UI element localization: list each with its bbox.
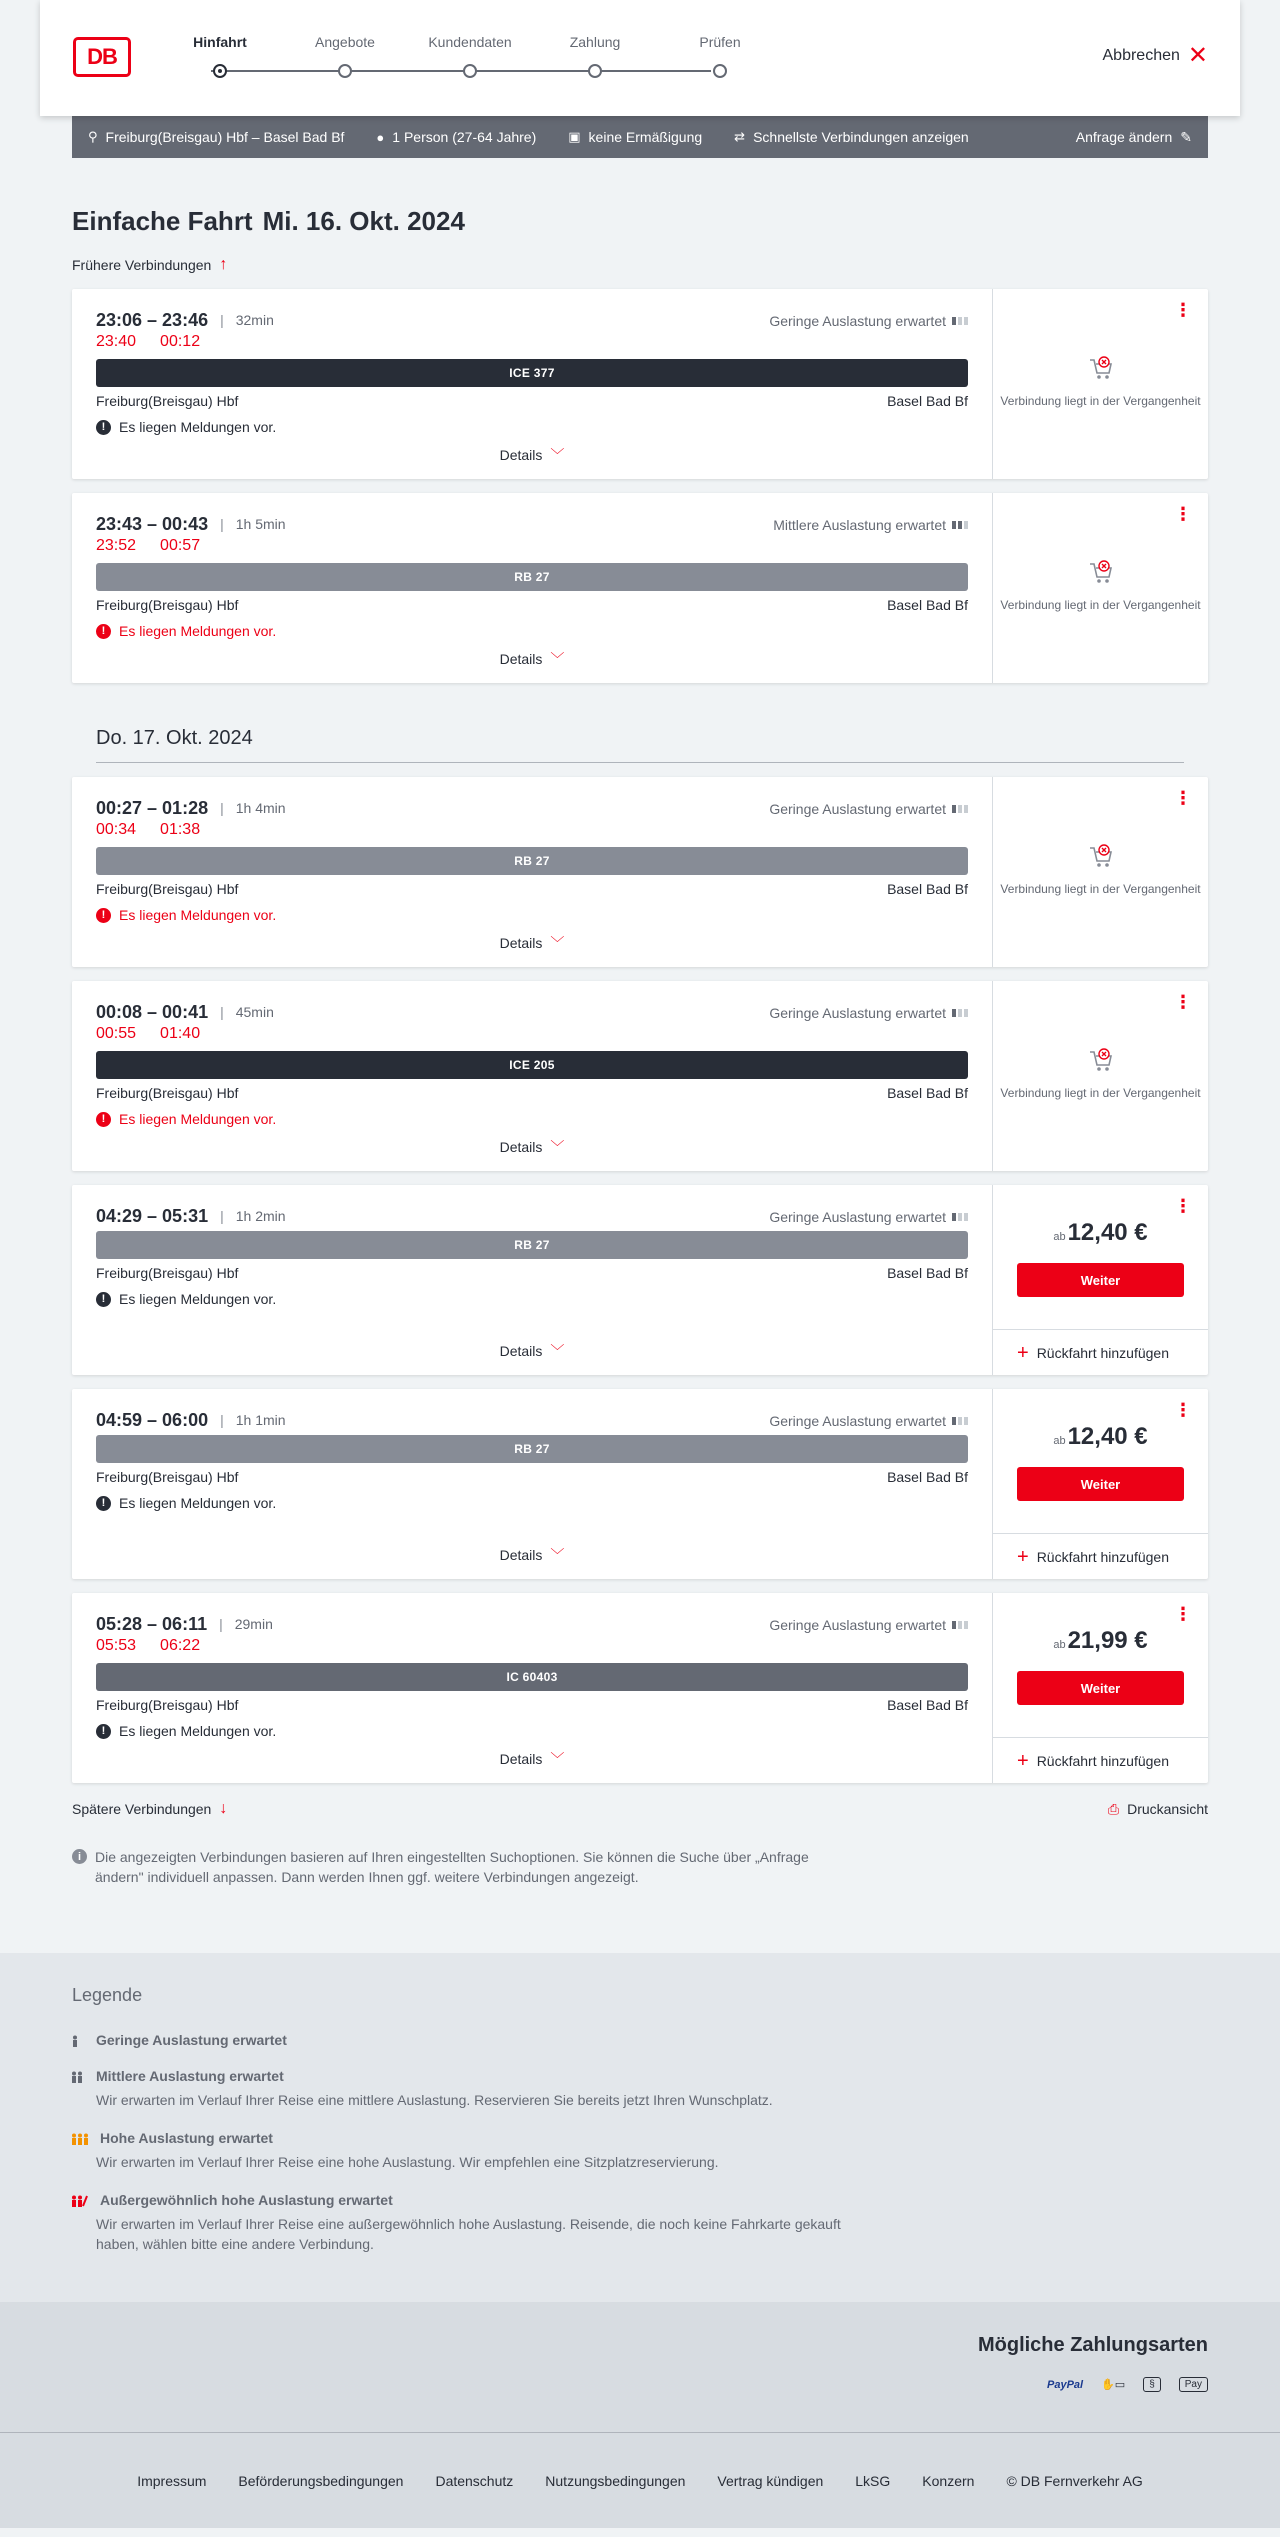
realtime-arrival: 01:38 <box>160 821 201 838</box>
past-connection-text: Verbindung liegt in der Vergangenheit <box>1000 598 1201 612</box>
change-query-label: Anfrage ändern <box>1075 129 1173 145</box>
connection-details <box>72 289 993 479</box>
query-fastest[interactable] <box>734 129 969 145</box>
cart-disabled-icon <box>1086 353 1116 383</box>
origin-station: Freiburg(Breisgau) Hbf <box>96 1697 239 1713</box>
alert-icon: ! <box>96 1496 111 1511</box>
step-dot <box>588 64 602 78</box>
more-options-icon[interactable]: ⋮ <box>1174 1400 1192 1420</box>
more-options-icon[interactable]: ⋮ <box>1174 788 1192 808</box>
earlier-label: Frühere Verbindungen <box>72 257 212 273</box>
step-dot <box>463 64 477 78</box>
occupancy-icon <box>952 1009 968 1017</box>
notice-message <box>96 417 968 437</box>
trip-type: Einfache Fahrt <box>72 206 253 236</box>
connection-duration: 32min <box>235 312 274 328</box>
footer-link-impressum[interactable]: Impressum <box>137 2472 207 2489</box>
query-persons[interactable] <box>376 129 536 145</box>
past-connection-text: Verbindung liegt in der Vergangenheit <box>1000 882 1201 896</box>
connection-card <box>72 289 1208 479</box>
train-name: RB 27 <box>514 1238 550 1252</box>
low-occupancy-icon <box>72 2034 84 2046</box>
more-options-icon[interactable]: ⋮ <box>1174 300 1192 320</box>
occupancy-icon <box>952 317 968 325</box>
origin-station: Freiburg(Breisgau) Hbf <box>96 393 239 409</box>
offer-panel <box>993 981 1208 1171</box>
offer-panel <box>993 1185 1208 1375</box>
connection-details <box>72 1389 993 1579</box>
notice-text: Es liegen Meldungen vor. <box>119 1495 277 1511</box>
occupancy-icon <box>952 1417 968 1425</box>
connection-card <box>72 1185 1208 1375</box>
arrow-down-icon: ↓ <box>219 1800 228 1817</box>
more-options-icon[interactable]: ⋮ <box>1174 992 1192 1012</box>
more-options-icon[interactable]: ⋮ <box>1174 504 1192 524</box>
realtime-arrival: 01:40 <box>160 1025 201 1042</box>
step-zahlung <box>545 34 645 58</box>
alert-icon: ! <box>96 1112 111 1127</box>
add-return-label: Rückfahrt hinzufügen <box>1036 1344 1169 1361</box>
connection-times: 00:08 – 00:41 <box>96 1001 209 1022</box>
realtime-arrival: 00:12 <box>160 333 201 350</box>
connection-card <box>72 1389 1208 1579</box>
alert-icon: ! <box>96 1292 111 1307</box>
info-icon: i <box>72 1849 87 1864</box>
plus-icon: + <box>1017 1749 1029 1772</box>
legend-item-desc: Wir erwarten im Verlauf Ihrer Reise eine hohe Auslastung. Wir empfehlen eine Sitzplatzreservierung. <box>96 2154 719 2170</box>
destination-station: Basel Bad Bf <box>887 597 968 613</box>
notice-message <box>96 1289 968 1309</box>
chevron-down-icon: ﹀ <box>550 1547 565 1563</box>
occupancy-label: Geringe Auslastung erwartet <box>769 801 946 817</box>
connection-duration: 29min <box>234 1616 273 1632</box>
past-connection-notice <box>993 557 1208 613</box>
arrow-up-icon: ↑ <box>219 256 228 273</box>
info-note <box>72 1847 832 1887</box>
footer-copyright: © DB Fernverkehr AG <box>1006 2472 1143 2489</box>
details-label: Details <box>499 1343 543 1359</box>
details-toggle[interactable] <box>72 649 992 669</box>
train-name: IC 60403 <box>506 1670 558 1684</box>
realtime-departure: 00:34 <box>96 821 137 838</box>
payment-section <box>0 2302 1280 2432</box>
notice-text: Es liegen Meldungen vor. <box>119 1291 277 1307</box>
step-kundendaten <box>420 34 520 58</box>
connection-times: 04:59 – 06:00 <box>96 1409 209 1430</box>
offer-panel <box>993 777 1208 967</box>
applepay-icon: Pay <box>1179 2377 1208 2392</box>
details-label: Details <box>499 447 543 463</box>
footer <box>0 2432 1280 2528</box>
cart-disabled-icon <box>1086 557 1116 587</box>
destination-station: Basel Bad Bf <box>887 1469 968 1485</box>
notice-text: Es liegen Meldungen vor. <box>119 419 277 435</box>
bahncard-icon: ▣ <box>568 129 581 144</box>
destination-station: Basel Bad Bf <box>887 1265 968 1281</box>
realtime-times <box>96 821 968 843</box>
offer-panel <box>993 493 1208 683</box>
realtime-departure: 00:55 <box>96 1025 137 1042</box>
connection-list-day1 <box>72 289 1208 683</box>
chevron-down-icon: ﹀ <box>550 935 565 951</box>
extreme-occupancy-icon <box>72 2194 88 2206</box>
pencil-icon: ✎ <box>1180 128 1192 145</box>
chevron-down-icon: ﹀ <box>550 1139 565 1155</box>
details-label: Details <box>499 1139 543 1155</box>
legend-item-extreme <box>72 2192 1208 2254</box>
price-prefix: ab <box>1053 1639 1066 1651</box>
realtime-times <box>96 1637 968 1659</box>
more-options-icon[interactable]: ⋮ <box>1174 1604 1192 1624</box>
high-occupancy-icon <box>72 2132 88 2144</box>
legend-section <box>0 1953 1280 2302</box>
connection-duration: 45min <box>235 1004 274 1020</box>
occupancy-icon <box>952 1213 968 1221</box>
notice-message <box>96 1721 968 1741</box>
destination-station: Basel Bad Bf <box>887 393 968 409</box>
details-label: Details <box>499 1751 543 1767</box>
notice-message <box>96 621 968 641</box>
query-persons-label: 1 Person (27-64 Jahre) <box>392 129 537 145</box>
footer-link-konzern[interactable]: Konzern <box>922 2472 975 2489</box>
details-label: Details <box>499 935 543 951</box>
offer-panel <box>993 1389 1208 1579</box>
past-connection-text: Verbindung liegt in der Vergangenheit <box>1000 1086 1201 1100</box>
occupancy-info <box>769 1005 968 1021</box>
divider: | <box>220 1208 224 1224</box>
chevron-down-icon: ﹀ <box>550 447 565 463</box>
connection-card <box>72 981 1208 1171</box>
alert-icon: ! <box>96 1724 111 1739</box>
connection-details <box>72 1593 993 1783</box>
details-toggle[interactable] <box>72 933 992 953</box>
details-toggle[interactable] <box>72 1545 992 1565</box>
offer-panel <box>993 289 1208 479</box>
legend-item-desc: Wir erwarten im Verlauf Ihrer Reise eine außergewöhnlich hohe Auslastung. Reisende, die noch keine Fahrkarte gekauft haben, wählen bitte eine andere Verbindung. <box>96 2216 841 2252</box>
legend-item-high <box>72 2130 1208 2172</box>
alert-icon: ! <box>96 420 111 435</box>
plus-icon: + <box>1017 1341 1029 1364</box>
details-label: Details <box>499 651 543 667</box>
connection-times: 04:29 – 05:31 <box>96 1205 209 1226</box>
connection-duration: 1h 1min <box>235 1412 286 1428</box>
query-discount[interactable] <box>568 129 702 145</box>
price-value: 12,40 € <box>1067 1219 1148 1246</box>
alert-icon: ! <box>96 908 111 923</box>
step-angebote <box>295 34 395 58</box>
realtime-departure: 23:52 <box>96 537 137 554</box>
details-toggle[interactable] <box>72 1749 992 1769</box>
day-separator: Do. 17. Okt. 2024 <box>96 723 1184 763</box>
query-route[interactable] <box>88 129 344 145</box>
occupancy-label: Geringe Auslastung erwartet <box>769 1617 946 1633</box>
legend-item-desc: Wir erwarten im Verlauf Ihrer Reise eine mittlere Auslastung. Reservieren Sie bereits jetzt Ihren Wunschplatz. <box>96 2092 773 2108</box>
notice-text: Es liegen Meldungen vor. <box>119 1723 277 1739</box>
price-prefix: ab <box>1053 1231 1066 1243</box>
occupancy-label: Geringe Auslastung erwartet <box>769 1005 946 1021</box>
step-label: Hinfahrt <box>193 34 247 50</box>
legend-item-title: Außergewöhnlich hohe Auslastung erwartet <box>100 2192 393 2208</box>
details-toggle[interactable] <box>72 1137 992 1157</box>
alert-icon: ! <box>96 624 111 639</box>
cart-disabled-icon <box>1086 1045 1116 1075</box>
step-dot <box>338 64 352 78</box>
train-bar[interactable] <box>96 563 968 591</box>
realtime-times <box>96 1025 968 1047</box>
occupancy-icon <box>952 1621 968 1629</box>
occupancy-label: Geringe Auslastung erwartet <box>769 313 946 329</box>
connection-duration: 1h 4min <box>235 800 286 816</box>
notice-message <box>96 1493 968 1513</box>
notice-message <box>96 1109 968 1129</box>
change-query-button[interactable] <box>1076 129 1192 146</box>
notice-message <box>96 905 968 925</box>
step-dot <box>713 64 727 78</box>
train-bar[interactable] <box>96 847 968 875</box>
print-view-button[interactable] <box>1108 1799 1208 1819</box>
payment-title: Mögliche Zahlungsarten <box>977 2334 1208 2356</box>
price-prefix: ab <box>1053 1435 1066 1447</box>
more-options-icon[interactable]: ⋮ <box>1174 1196 1192 1216</box>
past-connection-notice <box>993 1045 1208 1101</box>
footer-link-datenschutz[interactable]: Datenschutz <box>435 2472 514 2489</box>
query-route-label: Freiburg(Breisgau) Hbf – Basel Bad Bf <box>105 129 345 145</box>
divider: | <box>219 1616 223 1632</box>
notice-text: Es liegen Meldungen vor. <box>119 1111 277 1127</box>
step-pruefen <box>670 34 770 58</box>
progress-steps <box>170 34 770 84</box>
train-name: RB 27 <box>514 1442 550 1456</box>
legend-item-title: Mittlere Auslastung erwartet <box>96 2068 284 2084</box>
creditcard-icon: ✋▭ <box>1101 2379 1126 2391</box>
query-fastest-label: Schnellste Verbindungen anzeigen <box>753 129 969 145</box>
connection-details <box>72 981 993 1171</box>
chevron-down-icon: ﹀ <box>550 651 565 667</box>
train-bar[interactable] <box>96 1435 968 1463</box>
continue-button[interactable]: Weiter <box>1017 1671 1184 1705</box>
train-bar[interactable] <box>96 1663 968 1691</box>
footer-link-befoerderung[interactable]: Beförderungsbedingungen <box>238 2472 404 2489</box>
query-bar <box>72 116 1208 158</box>
divider: | <box>220 312 224 328</box>
paypal-icon: PayPal <box>1047 2378 1084 2391</box>
page-title <box>72 206 1208 237</box>
add-return-button[interactable] <box>993 1533 1208 1579</box>
train-name: RB 27 <box>514 854 550 868</box>
occupancy-info <box>773 517 968 533</box>
continue-button[interactable]: Weiter <box>1017 1263 1184 1297</box>
train-name: ICE 205 <box>509 1058 555 1072</box>
connection-details <box>72 1185 993 1375</box>
occupancy-label: Geringe Auslastung erwartet <box>769 1413 946 1429</box>
past-connection-notice <box>993 841 1208 897</box>
offer-panel <box>993 1593 1208 1783</box>
plus-icon: + <box>1017 1545 1029 1568</box>
connection-list-day2 <box>72 777 1208 1783</box>
realtime-departure: 23:40 <box>96 333 137 350</box>
realtime-times <box>96 537 968 559</box>
medium-occupancy-icon <box>72 2070 84 2082</box>
divider: | <box>220 1004 224 1020</box>
earlier-connections-link[interactable] <box>72 255 1208 275</box>
db-logo[interactable]: DB <box>73 37 131 77</box>
train-bar[interactable] <box>96 359 968 387</box>
price-value: 21,99 € <box>1067 1627 1148 1654</box>
destination-station: Basel Bad Bf <box>887 1697 968 1713</box>
connection-card <box>72 777 1208 967</box>
footer-link-nutzung[interactable]: Nutzungsbedingungen <box>545 2472 686 2489</box>
swap-arrows-icon: ⇄ <box>734 129 746 144</box>
occupancy-icon <box>952 521 968 529</box>
location-pin-icon: ⚲ <box>88 129 98 144</box>
legend-item-low <box>72 2032 1208 2048</box>
realtime-arrival: 00:57 <box>160 537 201 554</box>
occupancy-label: Geringe Auslastung erwartet <box>769 1209 946 1225</box>
footer-link-kuendigen[interactable]: Vertrag kündigen <box>717 2472 824 2489</box>
add-return-button[interactable] <box>993 1329 1208 1375</box>
occupancy-info <box>769 313 968 329</box>
step-label: Angebote <box>315 34 375 50</box>
origin-station: Freiburg(Breisgau) Hbf <box>96 1085 239 1101</box>
divider: | <box>220 1412 224 1428</box>
cart-disabled-icon <box>1086 841 1116 871</box>
info-text: Die angezeigten Verbindungen basieren auf Ihren eingestellten Suchoptionen. Sie können die Suche über „Anfrage ändern" individuell anpassen. Dann werden Ihnen ggf. weitere Verbindungen angezeigt. <box>95 1849 809 1885</box>
details-toggle[interactable] <box>72 1341 992 1361</box>
legend-item-title: Hohe Auslastung erwartet <box>100 2130 273 2146</box>
connection-duration: 1h 2min <box>235 1208 286 1224</box>
chevron-down-icon: ﹀ <box>550 1343 565 1359</box>
occupancy-info <box>769 1413 968 1429</box>
train-name: ICE 377 <box>509 366 555 380</box>
cancel-button[interactable] <box>1102 42 1209 69</box>
price <box>993 1219 1208 1247</box>
train-bar[interactable] <box>96 1051 968 1079</box>
step-label: Prüfen <box>699 34 741 50</box>
origin-station: Freiburg(Breisgau) Hbf <box>96 881 239 897</box>
train-name: RB 27 <box>514 570 550 584</box>
notice-text: Es liegen Meldungen vor. <box>119 907 277 923</box>
destination-station: Basel Bad Bf <box>887 881 968 897</box>
print-label: Druckansicht <box>1127 1801 1208 1817</box>
connection-card <box>72 493 1208 683</box>
connection-duration: 1h 5min <box>235 516 286 532</box>
add-return-label: Rückfahrt hinzufügen <box>1036 1752 1169 1769</box>
destination-station: Basel Bad Bf <box>887 1085 968 1101</box>
origin-station: Freiburg(Breisgau) Hbf <box>96 1469 239 1485</box>
header <box>40 0 1240 116</box>
legend-item-title: Geringe Auslastung erwartet <box>96 2032 287 2048</box>
divider: | <box>220 516 224 532</box>
connection-times: 23:06 – 23:46 <box>96 309 209 330</box>
divider: | <box>220 800 224 816</box>
sepa-icon: § <box>1143 2377 1161 2392</box>
connection-times: 23:43 – 00:43 <box>96 513 209 534</box>
origin-station: Freiburg(Breisgau) Hbf <box>96 597 239 613</box>
step-dot <box>213 64 227 78</box>
origin-station: Freiburg(Breisgau) Hbf <box>96 1265 239 1281</box>
occupancy-label: Mittlere Auslastung erwartet <box>773 517 946 533</box>
notice-text: Es liegen Meldungen vor. <box>119 623 277 639</box>
chevron-down-icon: ﹀ <box>550 1751 565 1767</box>
close-icon: ✕ <box>1187 42 1208 69</box>
add-return-button[interactable] <box>993 1737 1208 1783</box>
realtime-departure: 05:53 <box>96 1637 137 1654</box>
connection-details <box>72 493 993 683</box>
query-discount-label: keine Ermäßigung <box>588 129 703 145</box>
progress-line <box>211 70 711 72</box>
later-label: Spätere Verbindungen <box>72 1801 212 1817</box>
price <box>993 1423 1208 1451</box>
add-return-label: Rückfahrt hinzufügen <box>1036 1548 1169 1565</box>
connection-card <box>72 1593 1208 1783</box>
footer-link-lksg[interactable]: LkSG <box>855 2472 891 2489</box>
cancel-label: Abbrechen <box>1102 47 1180 64</box>
occupancy-icon <box>952 805 968 813</box>
printer-icon: ⎙ <box>1107 1800 1120 1817</box>
past-connection-text: Verbindung liegt in der Vergangenheit <box>1000 394 1201 408</box>
details-toggle[interactable] <box>72 445 992 465</box>
legend-item-medium <box>72 2068 1208 2110</box>
step-label: Kundendaten <box>428 34 512 50</box>
realtime-times <box>96 333 968 355</box>
past-connection-notice <box>993 353 1208 409</box>
price <box>993 1627 1208 1655</box>
later-connections-link[interactable] <box>72 1799 227 1819</box>
legend-title: Legende <box>72 1985 143 2005</box>
train-bar[interactable] <box>96 1231 968 1259</box>
step-label: Zahlung <box>569 34 621 50</box>
occupancy-info <box>769 801 968 817</box>
step-hinfahrt <box>170 34 270 58</box>
occupancy-info <box>769 1617 968 1633</box>
connection-times: 05:28 – 06:11 <box>96 1613 208 1634</box>
continue-button[interactable]: Weiter <box>1017 1467 1184 1501</box>
realtime-arrival: 06:22 <box>160 1637 201 1654</box>
price-value: 12,40 € <box>1067 1423 1148 1450</box>
connection-details <box>72 777 993 967</box>
person-icon: ● <box>376 129 385 145</box>
connection-times: 00:27 – 01:28 <box>96 797 209 818</box>
details-label: Details <box>499 1547 543 1563</box>
trip-date: Mi. 16. Okt. 2024 <box>262 206 465 236</box>
occupancy-info <box>769 1209 968 1225</box>
